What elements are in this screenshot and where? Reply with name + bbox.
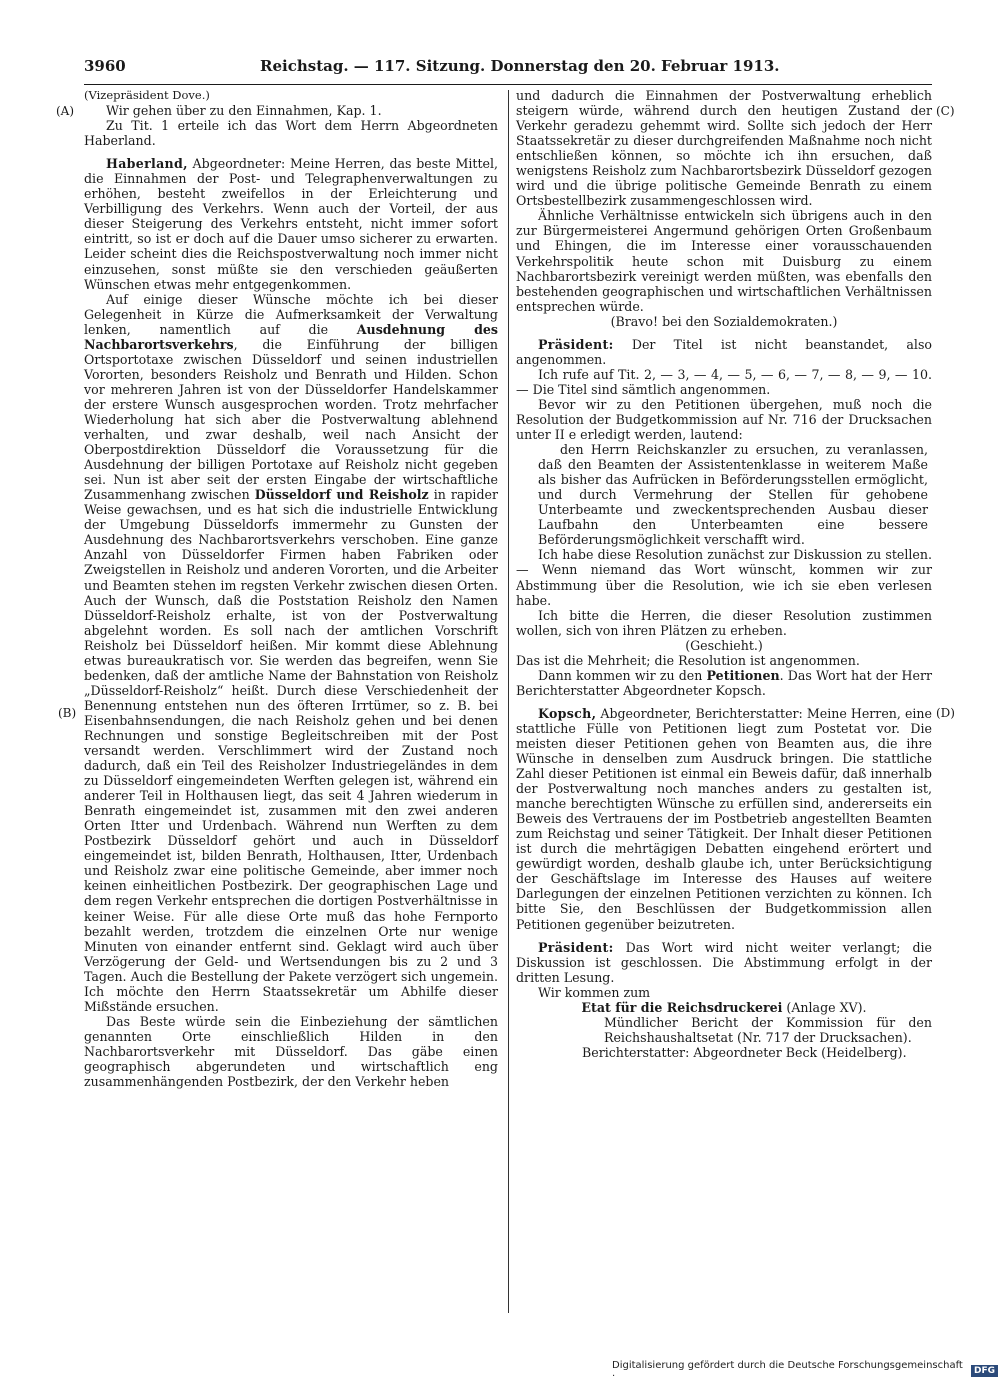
speech-text: Abgeordneter, Berichterstatter: Meine Herren, eine stattliche Fülle von Petitionen liegt zum Postetat vor. Die meisten dieser Petitionen gehen von Beamten aus, die ihre Wünsche in denselben zum Ausdruck bringen. Die stattliche Zahl dieser Petitionen ist einmal ein Beweis dafür, daß innerhalb der Postverwaltung noch manches anders zu gestalten ist, manche berechtigten Wünsche zu erfüllen sind, andererseits ein Beweis des Vertrauens der im Postbetrieb angestellten Beamten zum Reichstag und seiner Tätigkeit. Der Inhalt dieser Petitionen ist durch die mehrtägigen Debatten eingehend erörtert und gewürdigt worden, deshalb glaube ich, unter Berücksichtigung der Geschäftslage im Interesse des Hauses auf weitere Darlegungen der einzelnen Petitionen verzichten zu können. Ich bitte Sie, den Beschlüssen der Budgetkommission allen Petitionen gegenüber beizutreten. [516, 705, 932, 932]
paragraph [516, 668, 932, 698]
footer-text: Digitalisierung gefördert durch die Deutsche Forschungsgemeinschaft · [612, 1360, 963, 1382]
resolution-text: den Herrn Reichskanzler zu ersuchen, zu veranlassen, daß den Beamten der Assistentenklasse in weiterem Maße als bisher das Aufrücken in Beförderungsstellen ermöglicht, und durch Vermehrung der Stellen für gehobene Unterbeamte und zweckentsprechenden Ausbau dieser Laufbahn den Unterbeamten eine bessere Beförderungsmöglichkeit verschafft wird. [538, 442, 928, 548]
text-run: Auf einige dieser Wünsche möchte ich bei dieser Gelegenheit in Kürze die Aufmerksamkeit der Verwaltung lenken, namentlich auf die [84, 291, 498, 337]
column-divider [508, 90, 509, 1313]
paragraph: Ich habe diese Resolution zunächst zur Diskussion zu stellen. — Wenn niemand das Wort wünscht, kommen wir zur Abstimmung über die Resolution, wie ich sie eben verlesen habe. [516, 547, 932, 608]
paragraph: Ich bitte die Herren, die dieser Resolution zustimmen wollen, sich von ihren Plätzen zu erheben. [516, 607, 932, 638]
paragraph: Wir gehen über zu den Einnahmen, Kap. 1. [106, 103, 382, 119]
digitization-footer [612, 1360, 998, 1382]
text-run: Dann kommen wir zu den [538, 667, 707, 683]
paragraph: und dadurch die Einnahmen der Postverwaltung erheblich steigern würde, während durch den heutigen Zustand der Verkehr geradezu gehemmt wird. Sollte sich jedoch der Herr Staatssekretär zu dieser durchgreifenden Maßnahme noch nicht entschließen können, so möchte ich ihn ersuchen, daß wenigstens Reisholz zum Nachbarortsbezirk Düsseldorf gezogen wird und die übrige politische Gemeinde Benrath zu einem Ortsbestellbezirk zusammengeschlossen wird. [516, 88, 932, 209]
text-run: in rapider Weise gewachsen, und es hat sich die industrielle Entwicklung der Umgebung Düsseldorfs immermehr zu Gunsten der Ausdehnung des Nachbarortsverkehrs verschoben. Eine ganze Anzahl von Düsseldorfer Firmen haben Fabriken oder Zweigstellen in Reisholz und anderen Vororten, und die Arbeiter und Beamten stehen im regsten Verkehr zwischen diesen Orten. Auch der Wunsch, daß die Poststation Reisholz den Namen Düsseldorf-Reisholz erhalte, ist von der Postverwaltung abgelehnt worden. Es soll nach der amtlichen Vorschrift Reisholz bei Düsseldorf heißen. Mir kommt diese Ablehnung etwas bureaukratisch vor. Sie werden das begreifen, wenn Sie bedenken, daß der amtliche Name der Bahnstation von Reisholz „Düsseldorf-Reisholz“ heißt. Durch diese Verschiedenheit der Benennung entstehen nun des öfteren Irrtümer, so z. B. bei Eisenbahnsendungen, die nach Reisholz gehen und bei denen Rechnungen und sonstige Begleitschreiben mit der Post versandt werden. Verschlimmert wird der Zustand noch dadurch, daß ein Teil des Reisholzer Industriegeländes in dem zu Düsseldorf eingemeindeten Werften gelegen ist, während ein anderer Teil in Holthausen liegt, das seit 4 Jahren wiederum in Benrath eingemeindet ist, zusammen mit den zwei anderen Orten Itter und Urdenbach. Während nun Werften zu dem Postbezirk Düsseldorf gehört und auch in Düsseldorf eingemeindet ist, bilden Benrath, Holthausen, Itter, Urdenbach und Reisholz zwar eine politische Gemeinde, aber immer noch keinen einheitlichen Postbezirk. Der geographischen Lage und dem regen Verkehr entsprechen die dortigen Postverhältnisse in keiner Weise. Für alle diese Orte muß das hohe Fernporto bezahlt werden, trotzdem die einzelnen Orte nur wenige Minuten von einander entfernt sind. Geklagt wird auch über Verzögerung der Geld- und Wertsendungen bis zu 2 und 3 Tagen. Auch die Bestellung der Pakete verzögert sich ungemein. Ich möchte den Herrn Staatssekretär um Abhilfe dieser Mißstände ersuchen. [84, 487, 498, 1014]
speaker-name: Präsident: [538, 939, 614, 955]
right-column [516, 88, 932, 1060]
speech-paragraph [516, 337, 932, 367]
header-rule [84, 84, 932, 85]
paragraph: Ich rufe auf Tit. 2, — 3, — 4, — 5, — 6, — 7, — 8, — 9, — 10. — Die Titel sind sämtlich angenommen. [516, 366, 932, 397]
dfg-logo-icon: DFG [971, 1365, 998, 1377]
paragraph [84, 292, 498, 1014]
speech-paragraph [516, 706, 932, 932]
speaker-name: Haberland, [106, 156, 188, 172]
speaker-note: (Vizepräsident Dove.) [84, 88, 210, 102]
paragraph: Das Beste würde sein die Einbeziehung der sämtlichen genannten Orte einschließlich Hilden in den Nachbarortsverkehr mit Düsseldorf. Das gäbe einen geographisch abgerundeten und wirtschaftlich eng zusammenhängenden Postbezirk, der den Verkehr heben [84, 1013, 498, 1090]
running-title: Reichstag. — 117. Sitzung. Donnerstag den 20. Februar 1913. [260, 57, 780, 75]
agenda-title: Etat für die Reichsdruckerei [581, 999, 783, 1015]
speech-text: Der Titel ist nicht beanstandet, also angenommen. [516, 336, 932, 367]
emphasis: Ausdehnung des Nachbarortsverkehrs [84, 321, 499, 352]
emphasis: Petitionen [706, 667, 780, 683]
text-run: , die Einführung der billigen Ortsportotaxe zwischen Düsseldorf und seinen industriellen Vororten, besonders Reisholz und Benrath und Hilden. Schon vor mehreren Jahren ist von der Düsseldorfer Handelskammer der erstere Wunsch ausgesprochen worden. Trotz mehrfacher Wiederholung hat sich aber die Postverwaltung ablehnend verhalten, und zwar deshalb, weil nach Ansicht der Oberpostdirektion Düsseldorf die Voraussetzung für die Ausdehnung der billigen Portotaxe auf Reisholz nicht gegeben sei. Nun ist aber seit der ersten Eingabe der wirtschaftliche Zusammenhang zwischen [84, 336, 498, 503]
paragraph: Das ist die Mehrheit; die Resolution ist angenommen. [516, 652, 860, 668]
interjection: (Geschieht.) [685, 637, 763, 653]
margin-mark-d: (D) [936, 706, 955, 720]
interjection: (Bravo! bei den Sozialdemokraten.) [610, 313, 838, 329]
paragraph: Wir kommen zum [538, 984, 651, 1000]
speech-text: Abgeordneter: Meine Herren, das beste Mittel, die Einnahmen der Post- und Telegraphenverwaltungen zu erhöhen, besteht zweifellos in der Erleichterung und Verbilligung des Verkehrs. Wenn auch der Vorteil, der aus dieser Steigerung des Verkehrs entsteht, nicht immer sofort eintritt, so ist er doch auf die Dauer umso sicherer zu erwarten. Leider scheint dies die Reichspostverwaltung noch immer nicht einzusehen, sonst müßte sie den verschieden geäußerten Wünschen etwas mehr entgegenkommen. [84, 156, 498, 292]
emphasis: Düsseldorf und Reisholz [254, 487, 429, 503]
speaker-name: Präsident: [538, 336, 614, 352]
report-note: Mündlicher Bericht der Kommission für den Reichshaushaltsetat (Nr. 717 der Drucksachen). [604, 1014, 932, 1045]
paragraph: Zu Tit. 1 erteile ich das Wort dem Herrn Abgeordneten Haberland. [84, 118, 498, 149]
paragraph: Bevor wir zu den Petitionen übergehen, muß noch die Resolution der Budgetkommission auf Nr. 716 der Drucksachen unter II e erledigt werden, lautend: [516, 396, 932, 443]
margin-mark-b: (B) [58, 706, 77, 720]
text-run: . Das Wort hat der Herr Berichterstatter Abgeordneter Kopsch. [516, 667, 932, 698]
speech-text: Das Wort wird nicht weiter verlangt; die Diskussion ist geschlossen. Die Abstimmung erfolgt in der dritten Lesung. [516, 939, 932, 985]
paragraph: Ähnliche Verhältnisse entwickeln sich übrigens auch in den zur Bürgermeisterei Angermund gehörigen Orten Großenbaum und Ehingen, die im Interesse einer vorausschauenden Verkehrspolitik heute schon mit Duisburg zu einem Nachbarortsbezirk vereinigt werden müßten, was ebenfalls den bestehenden geographischen und wirtschaftlichen Verhältnissen entsprechen würde. [516, 208, 932, 314]
page-number: 3960 [84, 57, 126, 75]
agenda-item [516, 1000, 932, 1015]
speaker-name: Kopsch, [538, 705, 597, 721]
page-header [84, 57, 932, 83]
speech-paragraph [516, 940, 932, 985]
margin-mark-a: (A) [56, 104, 75, 118]
rapporteur-note: Berichterstatter: Abgeordneter Beck (Heidelberg). [582, 1044, 907, 1060]
speech-paragraph [84, 156, 498, 291]
margin-mark-c: (C) [936, 104, 955, 118]
left-column [84, 88, 498, 1089]
text-run: (Anlage XV). [782, 999, 867, 1015]
